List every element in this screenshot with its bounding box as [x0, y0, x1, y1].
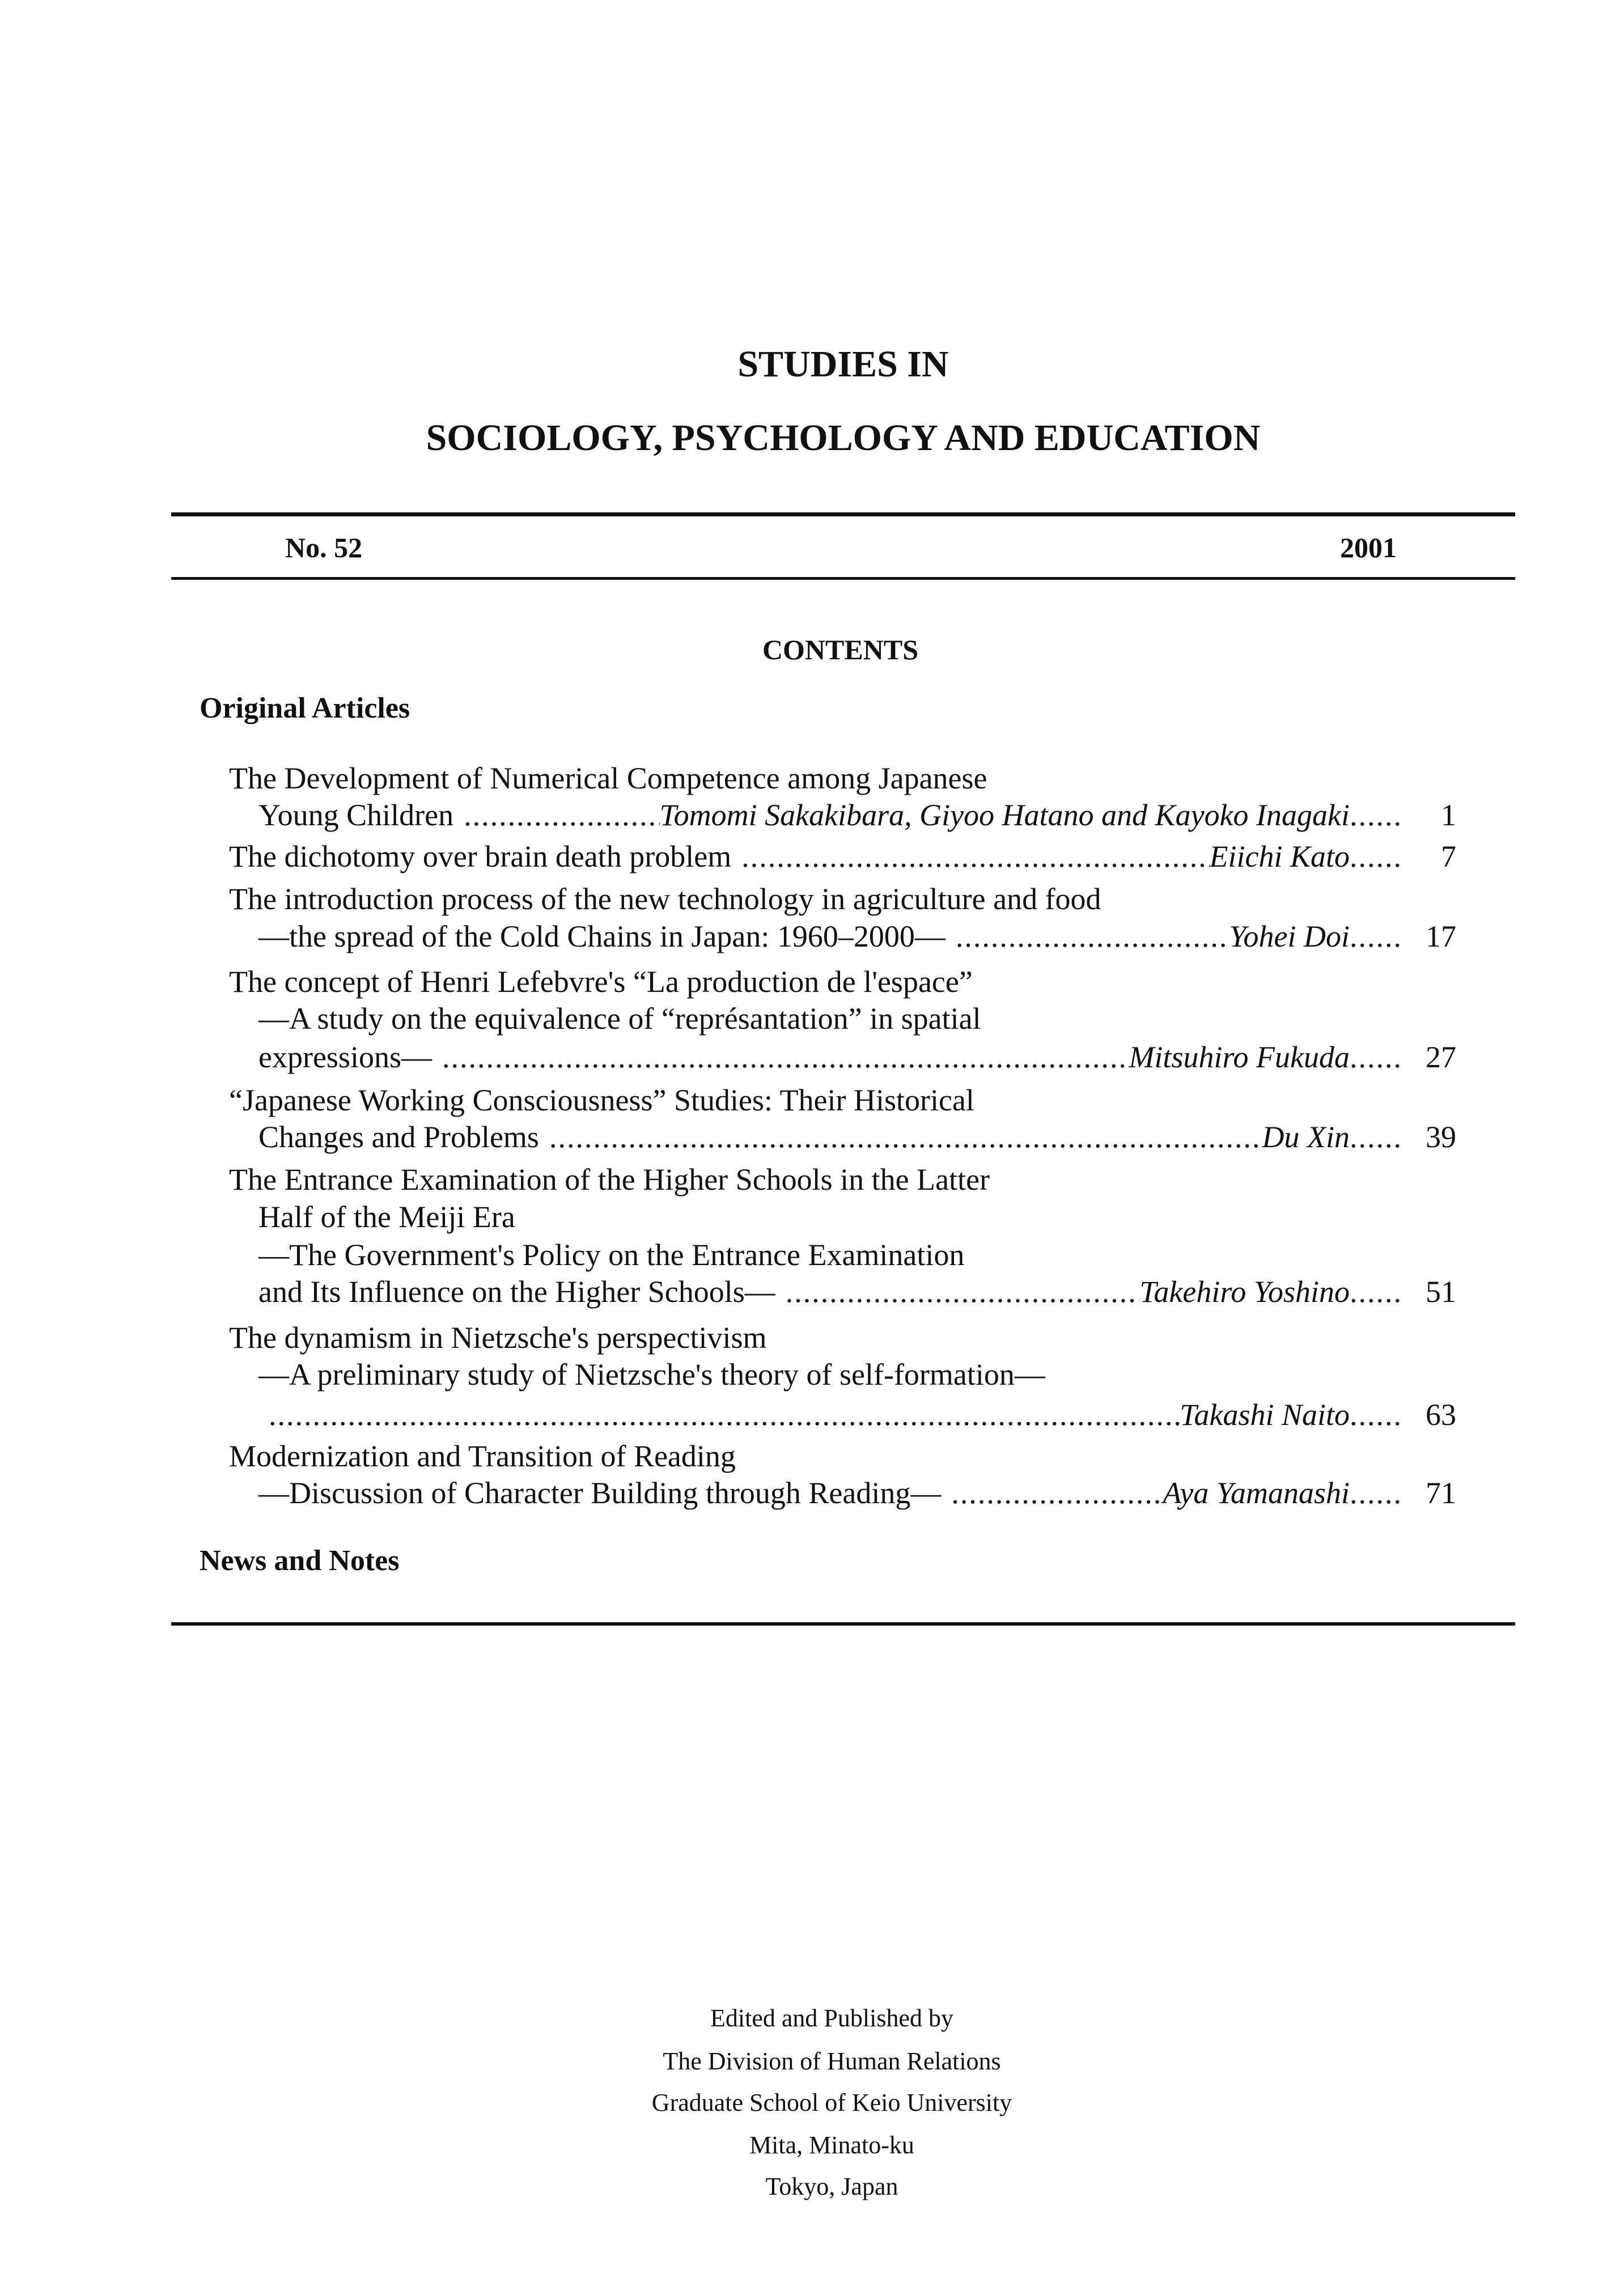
article-title: and Its Influence on the Higher Schools— [258, 1275, 775, 1309]
leader-dots [786, 1273, 1140, 1310]
page-number: 7 [1441, 839, 1456, 873]
footer-line: Edited and Published by [710, 2004, 953, 2032]
article-title: —the spread of the Cold Chains in Japan: 1960–2000— [258, 919, 945, 953]
footer-line: Graduate School of Keio University [651, 2089, 1012, 2116]
toc-entry-final-line [258, 1118, 1456, 1156]
leader-trail: ...... [1350, 1398, 1402, 1432]
article-title: Changes and Problems [258, 1120, 539, 1154]
leader-dots [741, 838, 1209, 875]
contents-heading: CONTENTS [762, 634, 919, 665]
leader-trail: ...... [1350, 919, 1402, 953]
article-title: —Discussion of Character Building through Reading— [258, 1476, 942, 1510]
article-title: expressions— [258, 1040, 432, 1074]
page-number: 1 [1441, 798, 1456, 832]
page-number: 27 [1426, 1040, 1456, 1074]
leader-dots [442, 1038, 1129, 1076]
toc-entry-title-line: The introduction process of the new technology in agriculture and food [229, 882, 1101, 916]
toc-entry-title-line: The Entrance Examination of the Higher Schools in the Latter [229, 1163, 990, 1197]
footer-line: Mita, Minato-ku [749, 2131, 914, 2159]
article-title: The dichotomy over brain death problem [229, 839, 732, 873]
toc-entry-title-line: “Japanese Working Consciousness” Studies: Their Historical [229, 1083, 974, 1117]
article-author: Tomomi Sakakibara, Giyoo Hatano and Kayoko Inagaki [659, 798, 1350, 832]
page-number: 63 [1426, 1398, 1456, 1432]
footer-line: Tokyo, Japan [765, 2173, 898, 2200]
article-author: Takehiro Yoshino [1139, 1275, 1350, 1309]
page-number: 39 [1426, 1120, 1456, 1154]
article-title: Young Children [258, 798, 454, 832]
leader-trail: ...... [1350, 1120, 1402, 1154]
article-author: Aya Yamanashi [1163, 1476, 1350, 1510]
toc-entry-title-line: Modernization and Transition of Reading [229, 1439, 736, 1473]
toc-entry-title-line: —A study on the equivalence of “représantation” in spatial [258, 1002, 981, 1036]
section-news-and-notes: News and Notes [200, 1545, 400, 1577]
toc-entry-final-line [258, 1396, 1456, 1433]
toc-entry-final-line [258, 1273, 1456, 1310]
top-rule [171, 512, 1515, 516]
bottom-rule [171, 1622, 1515, 1626]
page-number: 71 [1426, 1476, 1456, 1510]
leader-dots [464, 796, 660, 834]
toc-entry-final-line [229, 838, 1456, 875]
leader-trail: ...... [1350, 1476, 1402, 1510]
leader-trail: ...... [1350, 1275, 1402, 1309]
leader-dots [951, 1474, 1163, 1512]
page-number: 17 [1426, 919, 1456, 953]
article-author: Yohei Doi [1229, 919, 1350, 953]
issue-number: No. 52 [285, 532, 363, 563]
leader-dots [956, 918, 1229, 955]
footer-line: The Division of Human Relations [663, 2047, 1001, 2075]
article-author: Mitsuhiro Fukuda [1129, 1040, 1350, 1074]
toc-entry-final-line [258, 1038, 1456, 1076]
header-bottom-rule [171, 577, 1515, 580]
article-author: Eiichi Kato [1209, 839, 1350, 873]
section-original-articles: Original Articles [200, 692, 410, 724]
toc-entry-title-line: The concept of Henri Lefebvre's “La production de l'espace” [229, 965, 973, 999]
toc-entry-title-line: The Development of Numerical Competence among Japanese [229, 761, 987, 795]
leader-trail: ...... [1350, 839, 1402, 873]
article-author: Du Xin [1262, 1120, 1350, 1154]
issue-year: 2001 [1340, 532, 1397, 563]
journal-title-line1: STUDIES IN [737, 343, 949, 385]
leader-dots [269, 1396, 1180, 1433]
leader-dots [549, 1118, 1262, 1156]
toc-entry-final-line [258, 1474, 1456, 1512]
toc-entry-final-line [258, 918, 1456, 955]
toc-entry-final-line [258, 796, 1456, 834]
leader-trail: ...... [1350, 1040, 1402, 1074]
toc-entry-title-line: The dynamism in Nietzsche's perspectivism [229, 1321, 767, 1355]
page-number: 51 [1426, 1275, 1456, 1309]
toc-entry-title-line: —A preliminary study of Nietzsche's theory of self-formation— [258, 1358, 1045, 1392]
toc-entry-title-line: Half of the Meiji Era [258, 1200, 515, 1234]
journal-title-line2: SOCIOLOGY, PSYCHOLOGY AND EDUCATION [426, 417, 1261, 459]
toc-entry-title-line: —The Government's Policy on the Entrance Examination [258, 1238, 965, 1272]
leader-trail: ...... [1350, 798, 1402, 832]
article-author: Takashi Naito [1180, 1398, 1350, 1432]
